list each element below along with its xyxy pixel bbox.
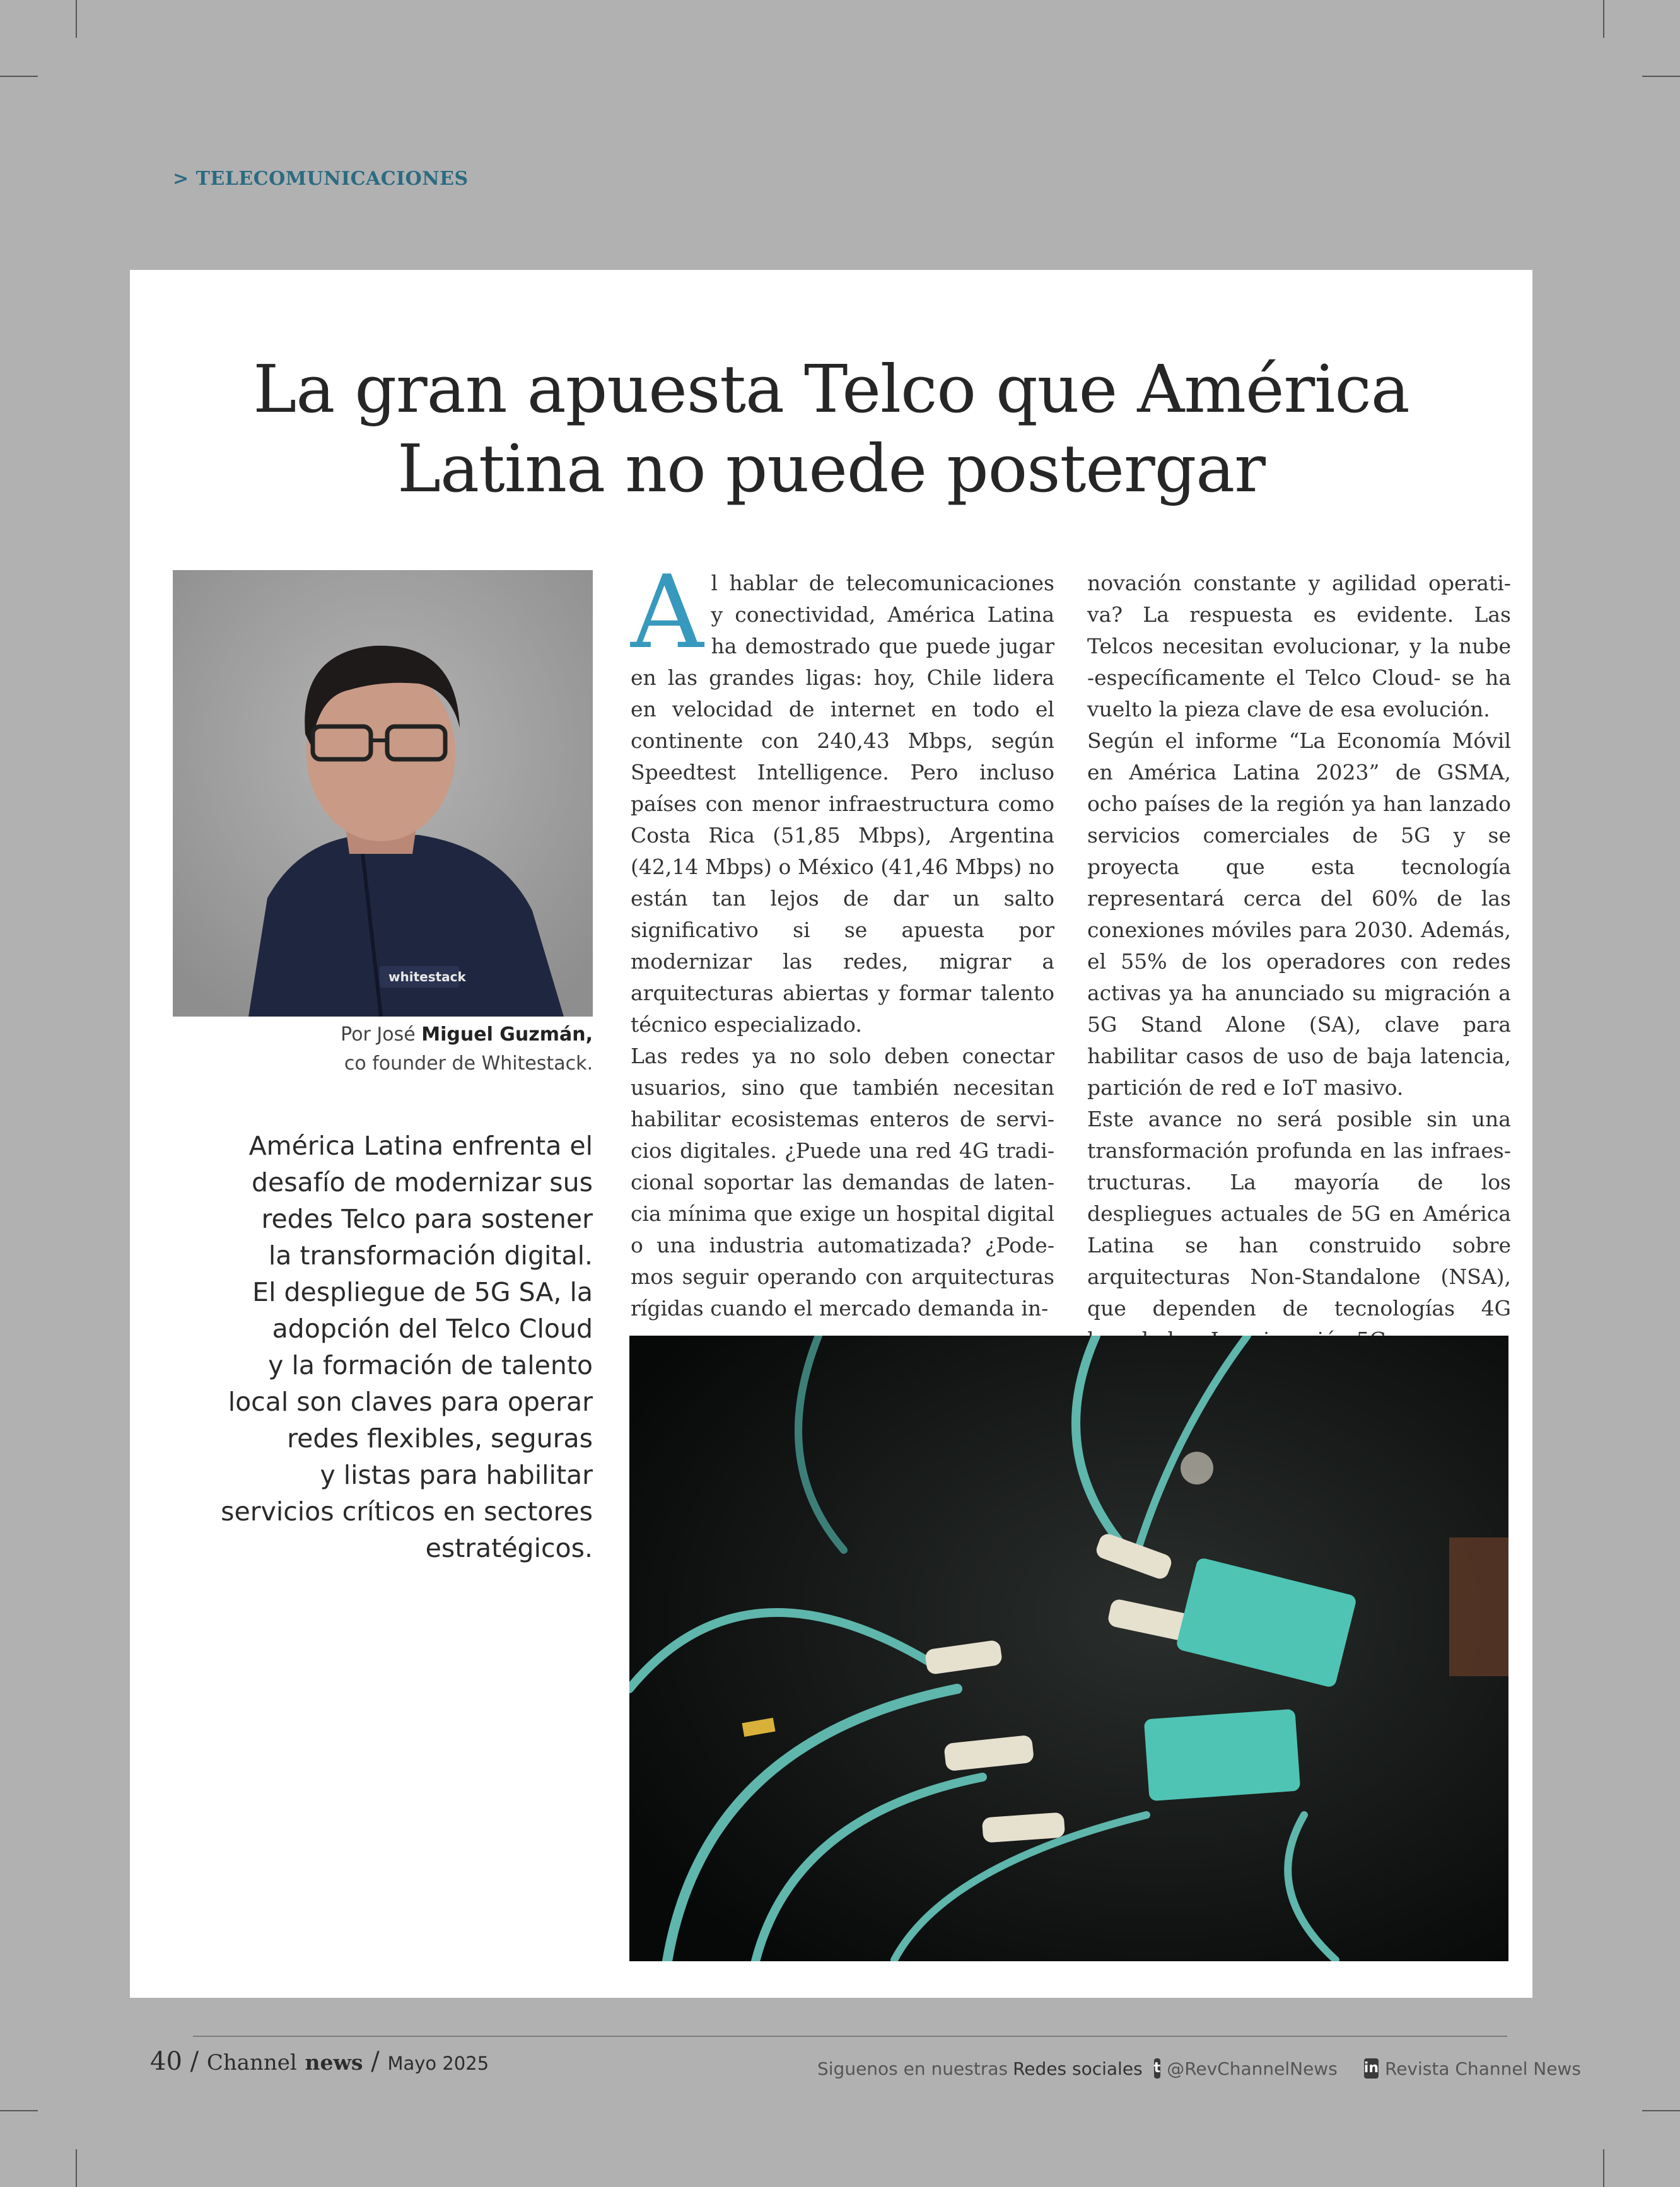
twitter-handle[interactable]: @RevChannelNews (1167, 2058, 1338, 2079)
section-label: > TELECOMUNICACIONES (173, 168, 469, 190)
pullquote-line: redes Telco para sostener (261, 1204, 593, 1234)
caption-prefix: Por José (341, 1024, 422, 1046)
photo-caption (173, 1020, 593, 1078)
article-title (130, 349, 1532, 508)
crop-mark (1603, 0, 1604, 38)
author-name: Miguel Guzmán, (421, 1024, 593, 1046)
author-portrait-illustration (173, 570, 593, 1017)
article-panel (130, 270, 1532, 1998)
pullquote-line: estratégicos. (425, 1533, 593, 1563)
pullquote-line: América Latina enfrenta el (248, 1131, 593, 1161)
jacket-logo: whitestack (388, 969, 466, 984)
issue-date: Mayo 2025 (387, 2053, 489, 2074)
body-paragraph (631, 553, 1054, 1041)
body-paragraph: Las redes ya no solo deben conectar usuarios, sino que también necesitan habilitar ecosistemas enteros de servicios digitales. ¿Puede una red 4G tradicional soportar las demandas de latencia mínima que exige un hospital digital o una industria automatizada? ¿Podemos seguir operando con arquitecturas rígidas cuando el mercado demanda in- (631, 1044, 1054, 1321)
body-column-1 (631, 553, 1054, 1324)
title-line-2: Latina no puede postergar (397, 429, 1265, 507)
crop-mark (76, 2149, 77, 2187)
linkedin-icon[interactable]: in (1364, 2058, 1379, 2079)
pullquote-line: redes flexibles, seguras (287, 1423, 593, 1454)
pullquote-line: la transformación digital. (268, 1240, 593, 1271)
body-paragraph: novación constante y agilidad operativa? La respuesta es evidente. Las Telcos necesitan evolucionar, y la nube -específicamente el Telco Cloud- se ha vuelto la pieza clave de esa evolución. (1087, 571, 1511, 721)
pull-quote (173, 1128, 593, 1566)
footer-separator: / (371, 2047, 380, 2076)
brand-channel: Channel (206, 2050, 297, 2075)
crop-mark (1603, 2149, 1604, 2187)
follow-text: Siguenos en nuestras (817, 2058, 1008, 2079)
pullquote-line: desafío de modernizar sus (252, 1167, 593, 1198)
social-label: Redes sociales (1013, 2058, 1143, 2079)
pullquote-line: El despliegue de 5G SA, la (252, 1277, 593, 1307)
author-photo (173, 570, 593, 1017)
crop-mark (0, 2110, 38, 2111)
footer-page-info (150, 2047, 489, 2076)
pullquote-line: adopción del Telco Cloud (272, 1314, 593, 1344)
pullquote-line: y la formación de talento (268, 1350, 593, 1380)
pullquote-line: servicios críticos en sectores (221, 1496, 593, 1527)
footer-separator: / (190, 2047, 199, 2076)
author-role: co founder de Whitestack. (344, 1053, 593, 1075)
paragraph-text: l hablar de telecomunicaciones y conectividad, América Latina ha demostrado que puede jugar en las grandes ligas: hoy, Chile lidera en velocidad de internet en todo el continente con 240,43 Mbps, según Speedtest Intelligence. Pero incluso países con menor infraestructura como Costa Rica (51,85 Mbps), Argentina (42,14 Mbps) o México (41,46 Mbps) no están tan lejos de dar un salto significativo si se apuesta por modernizar las redes, migrar a arquitecturas abiertas y formar talento técnico especializado. (631, 571, 1054, 1037)
crop-mark (1642, 2110, 1680, 2111)
title-line-1: La gran apuesta Telco que América (253, 350, 1409, 428)
linkedin-name[interactable]: Revista Channel News (1385, 2058, 1581, 2079)
fiber-optic-photo (629, 1336, 1508, 1961)
body-column-2 (1087, 568, 1511, 1356)
fiber-cables-illustration (629, 1336, 1508, 1961)
crop-mark (1642, 76, 1680, 77)
twitter-icon[interactable]: t (1154, 2058, 1161, 2079)
crop-mark (0, 76, 38, 77)
caption-name-line (173, 1020, 593, 1049)
page-number: 40 (150, 2047, 182, 2076)
brand-news: news (305, 2050, 363, 2075)
body-paragraph: Este avance no será posible sin una transformación profunda en las infraestructuras. La mayoría de los despliegues actuales de 5G en América Latina se han construido sobre arquitecturas Non-Standalone (NSA), que dependen de tecnologías 4G (1087, 1107, 1511, 1321)
footer-divider (193, 2036, 1507, 2037)
body-paragraph: Según el informe “La Economía Móvil en América Latina 2023” de GSMA, ocho países de la región ya han lanzado servicios comerciales de 5G y se proyecta que esta tecnología representará cerca del 60% de las conexiones móviles para 2030. Además, el 55% de los operadores con redes activas ya ha anunciado su migración a 5G Stand Alone (SA), clave para habilitar casos de uso de baja latencia, partición de red e IoT masivo. (1087, 728, 1511, 1100)
footer-social (817, 2051, 1581, 2086)
pullquote-line: y listas para habilitar (320, 1460, 593, 1490)
pullquote-line: local son claves para operar (228, 1387, 593, 1417)
drop-cap: A (631, 553, 704, 671)
crop-mark (76, 0, 77, 38)
